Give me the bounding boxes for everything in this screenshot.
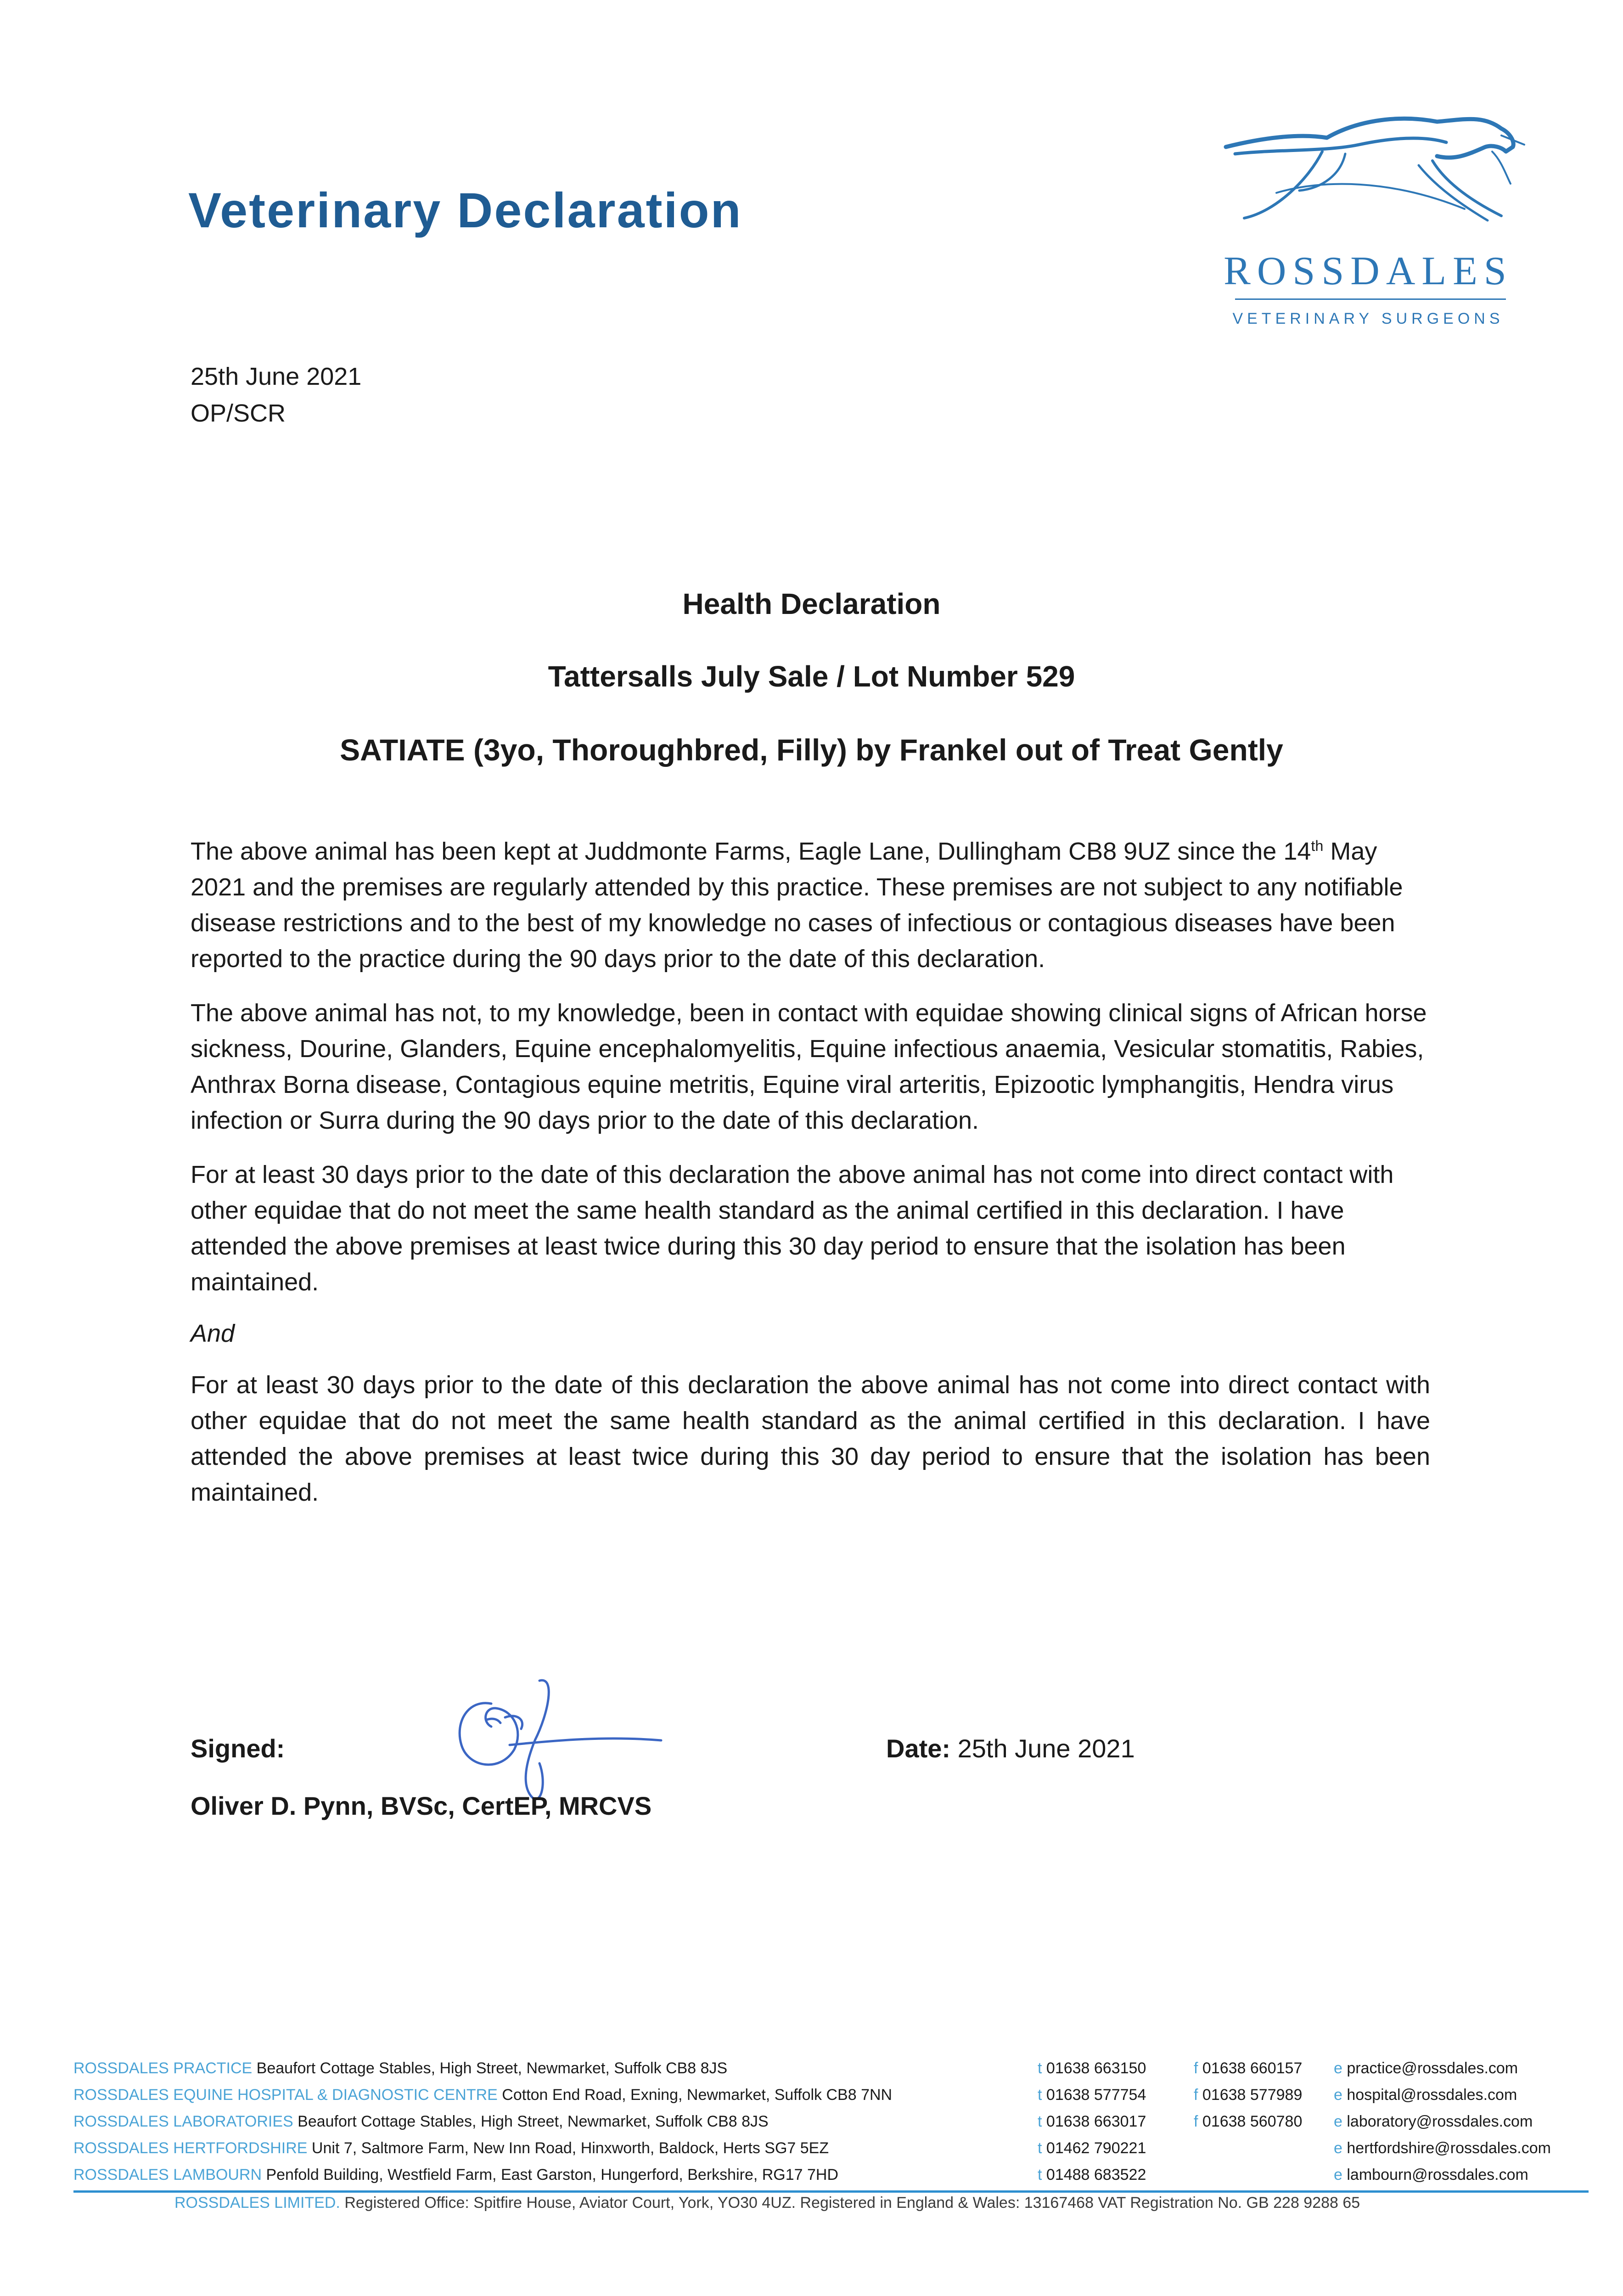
footer-contacts <box>73 2055 1589 2188</box>
signature-date: Date: 25th June 2021 <box>886 1734 1135 1763</box>
footer-row: ROSSDALES LABORATORIES Beaufort Cottage Stables, High Street, Newmarket, Suffolk CB8 8JS t 01638 663017 f 01638 560780 e laboratory@rossdales.com <box>73 2113 1533 2130</box>
paragraph-isolation: For at least 30 days prior to the date of this declaration the above animal has not come into direct contact with other equidae that do not meet the same health standard as the animal certified in this declaration. I have attended the above premises at least twice during this 30 day period to ensure that the isolation has been maintained. <box>191 1161 1394 1296</box>
heading-horse: SATIATE (3yo, Thoroughbred, Filly) by Frankel out of Treat Gently <box>340 733 1283 767</box>
footer-row: ROSSDALES HERTFORDSHIRE Unit 7, Saltmore Farm, New Inn Road, Hinxworth, Baldock, Herts SG7 5EZ t 01462 790221 e hertfordshire@rossdales.com <box>73 2139 1551 2157</box>
conjunction-and: And <box>191 1320 235 1347</box>
signed-label: Signed: <box>191 1734 285 1763</box>
registered-office-line: ROSSDALES LIMITED. Registered Office: Spitfire House, Aviator Court, York, YO30 4UZ. Registered in England & Wales: 13167468 VAT Registration No. GB 228 9288 65 <box>174 2194 1360 2212</box>
declaration-body <box>191 833 1430 1529</box>
document-reference: OP/SCR <box>191 400 286 427</box>
paragraph-diseases: The above animal has not, to my knowledge, been in contact with equidae showing clinical signs of African horse sickness, Dourine, Glanders, Equine encephalomyelitis, Equine infectious anaemia, Vesicular stomatitis, Rabies, Anthrax Borna disease, Contagious equine metritis, Equine viral arteritis, Epizootic lymphangitis, Hendra virus infection or Surra during the 90 days prior to the date of this declaration. <box>191 999 1427 1134</box>
logo-wordmark: ROSSDALES <box>1224 249 1513 293</box>
footer-row: ROSSDALES PRACTICE Beaufort Cottage Stables, High Street, Newmarket, Suffolk CB8 8JS t 01638 663150 f 01638 660157 e practice@rossdales.com <box>73 2060 1518 2077</box>
document-meta <box>191 358 361 432</box>
handwritten-signature <box>441 1671 670 1805</box>
document-title: Veterinary Declaration <box>188 182 742 238</box>
paragraph-isolation-repeat: For at least 30 days prior to the date of this declaration the above animal has not come into direct contact with other equidae that do not meet the same health standard as the animal certified in this declaration. I have attended the above premises at least twice during this 30 day period to ensure that the isolation has been maintained. <box>191 1371 1430 1506</box>
logo-divider <box>1235 298 1506 300</box>
signer-name: Oliver D. Pynn, BVSc, CertEP, MRCVS <box>191 1791 652 1820</box>
document-date: 25th June 2021 <box>191 363 362 390</box>
footer-row: ROSSDALES EQUINE HOSPITAL & DIAGNOSTIC CENTRE Cotton End Road, Exning, Newmarket, Suffolk CB8 7NN t 01638 577754 f 01638 577989 e hospital@rossdales.com <box>73 2086 1517 2104</box>
logo-subtitle: VETERINARY SURGEONS <box>1232 310 1504 327</box>
footer-divider <box>73 2190 1589 2193</box>
footer-row: ROSSDALES LAMBOURN Penfold Building, Westfield Farm, East Garston, Hungerford, Berkshire, RG17 7HD t 01488 683522 e lambourn@rossdales.com <box>73 2166 1528 2183</box>
declaration-headings <box>0 585 1623 768</box>
rossdales-horse-logo-icon <box>1207 110 1529 340</box>
heading-sale-lot: Tattersalls July Sale / Lot Number 529 <box>548 660 1075 693</box>
paragraph-premises: The above animal has been kept at Juddmonte Farms, Eagle Lane, Dullingham CB8 9UZ since the 14th May 2021 and the premises are regularly attended by this practice. These premises are not subject to any notifiable disease restrictions and to the best of my knowledge no cases of infectious or contagious diseases have been reported to the practice during the 90 days prior to the date of this declaration. <box>191 838 1403 973</box>
heading-health-declaration: Health Declaration <box>682 587 941 620</box>
